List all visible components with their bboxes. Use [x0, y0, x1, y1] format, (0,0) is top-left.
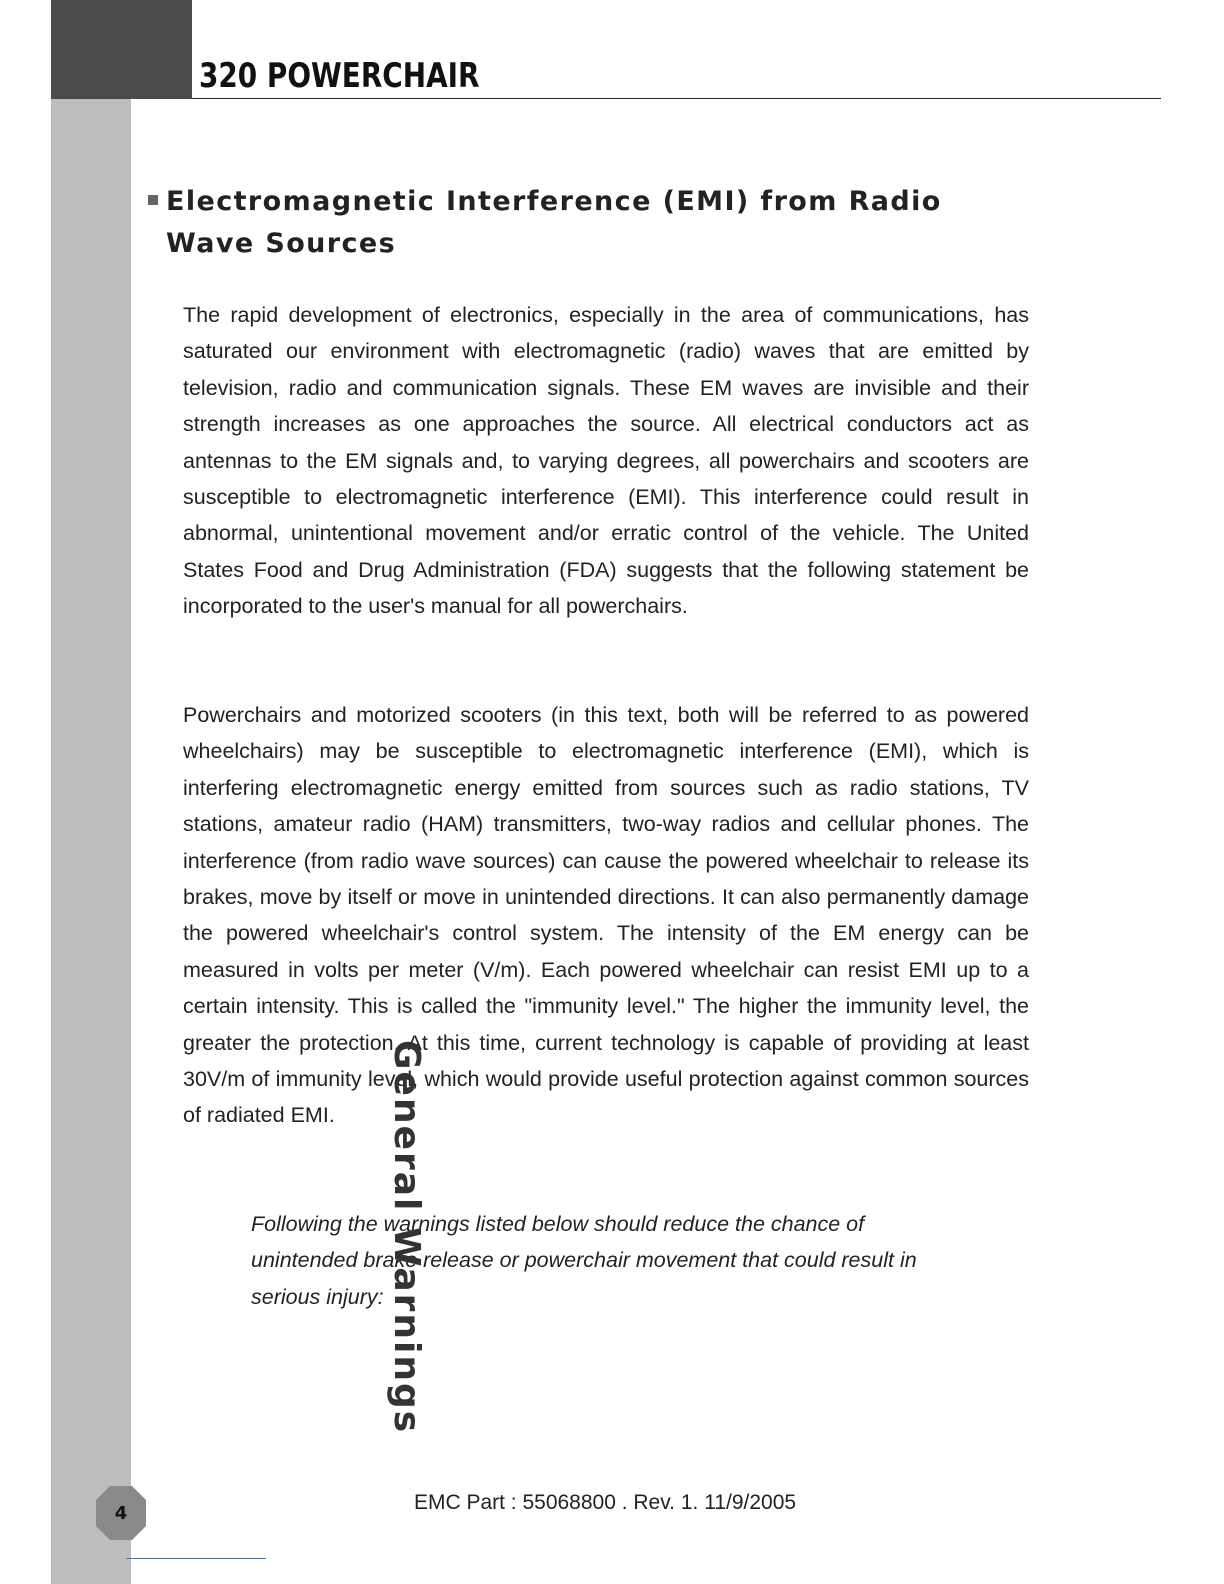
page-number: 4 [114, 1502, 128, 1524]
header-rule [192, 98, 1161, 99]
footer-reference: EMC Part : 55068800 . Rev. 1. 11/9/2005 [413, 1491, 797, 1514]
page-number-badge [95, 1485, 147, 1541]
header-block [51, 0, 192, 99]
section-bullet-icon [148, 195, 158, 205]
footer-rule [126, 1558, 266, 1559]
paragraph-immunity: Powerchairs and motorized scooters (in this text, both will be referred to as powered wheelchairs) may be susceptible to electromagnetic interference (EMI), which is interfering electromagnetic energy emitted from sources such as radio stations, TV stations, amateur radio (HAM) transmitters, two-way radios and cellular phones. The interference (from radio wave sources) can cause the powered wheelchair to release its brakes, move by itself or move in unintended directions. It can also permanently damage the powered wheelchair's control system. The intensity of the EM energy can be measured in volts per meter (V/m). Each powered wheelchair can resist EMI up to a certain intensity. This is called the "immunity level." The higher the immunity level, the greater the protection. At this time, current technology is capable of providing at least 30V/m of immunity level, which would provide useful protection against common sources of radiated EMI. [183, 703, 1029, 1128]
sidebar-band [51, 0, 131, 1584]
document-title: 320 POWERCHAIR [199, 56, 480, 96]
warning-note: Following the warnings listed below should reduce the chance of unintended brake release or powerchair movement that could result in serious injury: [251, 1212, 917, 1309]
paragraph-intro: The rapid development of electronics, especially in the area of communications, has saturated our environment with electromagnetic (radio) waves that are emitted by television, radio and communication signals. These EM waves are invisible and their strength increases as one approaches the source. All electrical conductors act as antennas to the EM signals and, to varying degrees, all powerchairs and scooters are susceptible to electromagnetic interference (EMI). This interference could result in abnormal, unintentional movement and/or erratic control of the vehicle. The United States Food and Drug Administration (FDA) suggests that the following statement be incorporated to the user's manual for all powerchairs. [183, 303, 1029, 619]
sidebar-section-label: General Warnings [386, 1040, 427, 1435]
section-heading: Electromagnetic Interference (EMI) from Radio Wave Sources [166, 186, 942, 259]
